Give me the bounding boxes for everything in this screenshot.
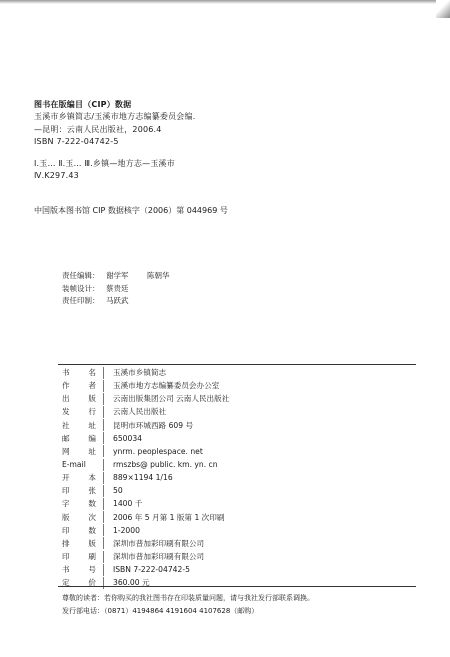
info-label: 印刷 (62, 552, 96, 562)
reader-notice: 尊敬的读者：若你购买的我社图书存在印装质量问题，请与我社发行部联系调换。 (62, 594, 314, 602)
credit-label: 责任印制： (62, 296, 100, 306)
scan-top-edge (0, 0, 450, 4)
credit-label: 责任编辑： (62, 271, 100, 280)
sales-phone: 发行部电话：（0871）4194864 4191604 4107628（邮购） (62, 606, 259, 615)
info-row-address (62, 419, 229, 432)
footer-notice-block (62, 592, 314, 617)
cip-subject-line: Ⅰ.玉… Ⅱ.玉… Ⅲ.乡镇—地方志—玉溪市 (34, 159, 175, 169)
info-value: 650034 (113, 433, 142, 443)
info-label: E-mail (62, 460, 86, 470)
info-top-rule (58, 364, 416, 365)
info-label: 邮编 (62, 433, 96, 443)
info-value: 2006 年 5 月第 1 版第 1 次印刷 (113, 512, 225, 522)
info-label: 排版 (62, 538, 96, 548)
info-label: 开本 (62, 473, 96, 483)
info-value: ISBN 7-222-04742-5 (113, 565, 190, 575)
credit-value: 蔡贵廷 (106, 283, 129, 293)
info-row-print-run (62, 524, 229, 537)
cip-title-line: 玉溪市乡镇简志/玉溪市地方志编纂委员会编. (34, 112, 196, 122)
info-value: ynrm. peoplespace. net (113, 446, 203, 456)
info-bottom-rule (58, 586, 416, 587)
info-label: 作者 (62, 381, 96, 391)
info-value: 深圳市普加彩印刷有限公司 (113, 538, 205, 548)
info-label: 版次 (62, 512, 96, 522)
info-row-isbn (62, 563, 229, 576)
info-row-email (62, 458, 229, 471)
info-row-title (62, 366, 229, 379)
credit-row-editor (62, 270, 170, 283)
info-row-sheets (62, 484, 229, 497)
credit-label: 装帧设计： (62, 283, 100, 293)
info-value: 昆明市环城西路 609 号 (113, 420, 194, 430)
info-label: 书名 (62, 368, 96, 378)
info-value: 玉溪市地方志编纂委员会办公室 (113, 381, 220, 391)
info-row-format (62, 471, 229, 484)
credit-value: 马跃武 (106, 296, 129, 306)
info-value: 1400 千 (113, 499, 143, 509)
info-label: 社址 (62, 420, 96, 430)
cip-number-line: 中国版本图书馆 CIP 数据核字（2006）第 044969 号 (34, 206, 228, 215)
cip-classification-line: Ⅳ.K297.43 (34, 171, 79, 181)
info-row-website (62, 445, 229, 458)
info-row-publisher (62, 392, 229, 405)
credits-block (62, 270, 170, 308)
cip-publisher-line: —昆明：云南人民出版社，2006.4 (34, 124, 162, 134)
info-label: 书号 (62, 565, 96, 575)
info-value: 玉溪市乡镇简志 (113, 368, 167, 378)
info-value: 50 (113, 486, 123, 496)
cip-isbn-line: ISBN 7-222-04742-5 (34, 136, 119, 146)
info-row-typesetting (62, 537, 229, 550)
info-label: 字数 (62, 499, 96, 509)
info-value: 1-2000 (113, 525, 140, 535)
scan-corner-shadow (436, 0, 450, 18)
info-row-distribution (62, 405, 229, 418)
cip-data-block (34, 99, 195, 183)
info-label: 定价 (62, 578, 96, 588)
info-value: 云南人民出版社 (113, 407, 167, 417)
info-value: rmszbs@ public. km. yn. cn (113, 460, 218, 470)
info-label: 印数 (62, 525, 96, 535)
credit-value: 陈朝华 (147, 271, 170, 280)
info-row-edition (62, 511, 229, 524)
publication-info-table (62, 366, 229, 589)
credit-row-design (62, 283, 170, 296)
info-label: 发行 (62, 407, 96, 417)
cip-heading: 图书在版编目（CIP）数据 (34, 100, 132, 109)
info-row-price (62, 576, 229, 589)
info-value: 360.00 元 (113, 578, 150, 588)
info-label: 印张 (62, 486, 96, 496)
info-label: 网址 (62, 446, 96, 456)
info-row-author (62, 379, 229, 392)
info-value: 889×1194 1/16 (113, 473, 173, 483)
info-row-printer (62, 550, 229, 563)
credit-value: 谢学军 (106, 271, 129, 280)
info-row-wordcount (62, 497, 229, 510)
info-value: 云南出版集团公司 云南人民出版社 (113, 394, 230, 404)
info-label: 出版 (62, 394, 96, 404)
info-row-postcode (62, 432, 229, 445)
info-value: 深圳市普加彩印刷有限公司 (113, 552, 205, 562)
credit-row-printing (62, 295, 170, 308)
